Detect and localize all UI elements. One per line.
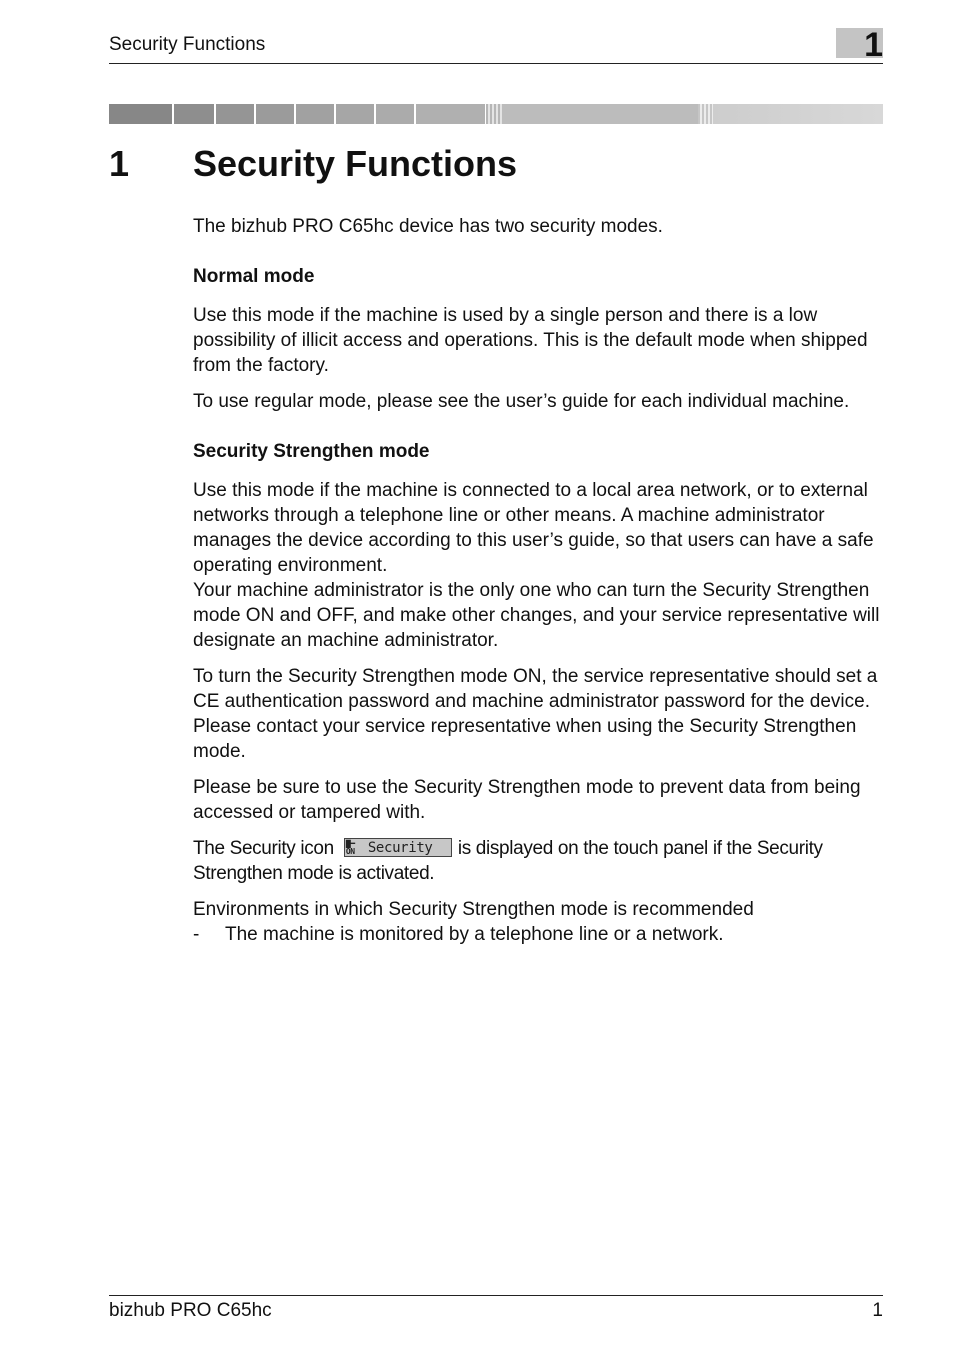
- decorative-band: [109, 104, 883, 124]
- administrator-description: Your machine administrator is the only one who can turn the Security Strengthen mode ON and OFF, and make other changes, and your service representative will designate an machine administrator.: [193, 580, 880, 651]
- icon-sentence-end: is displayed on the touch panel if the Security Strengthen mode is activated.: [193, 838, 823, 884]
- chapter-tab: [836, 28, 883, 58]
- list-item: [193, 922, 883, 947]
- running-footer: [109, 1295, 883, 1328]
- intro-paragraph: The bizhub PRO C65hc device has two security modes.: [193, 216, 663, 237]
- normal-mode-paragraph: Use this mode if the machine is used by a single person and there is a low possibility of illicit access and operations. This is the default mode when shipped from the factory.: [193, 305, 868, 376]
- list-marker: -: [193, 924, 200, 945]
- lock-icon: ▇━ ON: [345, 839, 355, 856]
- running-header: [109, 28, 883, 64]
- footer-page-number: 1: [872, 1300, 883, 1321]
- security-icon-paragraph: [193, 836, 883, 886]
- footer-product-name: bizhub PRO C65hc: [109, 1300, 272, 1321]
- turn-on-paragraph: [193, 664, 883, 764]
- running-header-title: Security Functions: [109, 34, 266, 55]
- chapter-tab-number: 1: [864, 28, 883, 58]
- turn-on-instructions: To turn the Security Strengthen mode ON, the service representative should set a CE authentication password and machine administrator password for the device.: [193, 666, 878, 712]
- list-item-text: The machine is monitored by a telephone line or a network.: [225, 924, 724, 945]
- security-icon-label: Security: [367, 840, 433, 856]
- chapter-title: Security Functions: [193, 143, 518, 184]
- chapter-number: 1: [109, 143, 130, 184]
- strengthen-mode-heading: Security Strengthen mode: [193, 441, 430, 462]
- strengthen-mode-paragraph: [193, 478, 883, 653]
- normal-mode-heading: Normal mode: [193, 266, 315, 287]
- strengthen-description: Use this mode if the machine is connected to a local area network, or to external networks through a telephone line or other means. A machine administrator manages the device according to this user’s guide, so that users can have a safe operating environment.: [193, 480, 874, 576]
- security-icon: [344, 838, 452, 857]
- prevent-tampering-paragraph: Please be sure to use the Security Strengthen mode to prevent data from being accessed or tampered with.: [193, 777, 861, 823]
- content-body: [193, 214, 883, 947]
- environments-paragraph: [193, 897, 883, 922]
- environments-intro: Environments in which Security Strengthen mode is recommended: [193, 899, 754, 920]
- contact-service-text: Please contact your service representative when using the Security Strengthen mode.: [193, 716, 857, 762]
- regular-mode-paragraph: To use regular mode, please see the user’s guide for each individual machine.: [193, 391, 850, 412]
- environments-list: [193, 922, 883, 947]
- icon-sentence-start: The Security icon: [193, 838, 334, 859]
